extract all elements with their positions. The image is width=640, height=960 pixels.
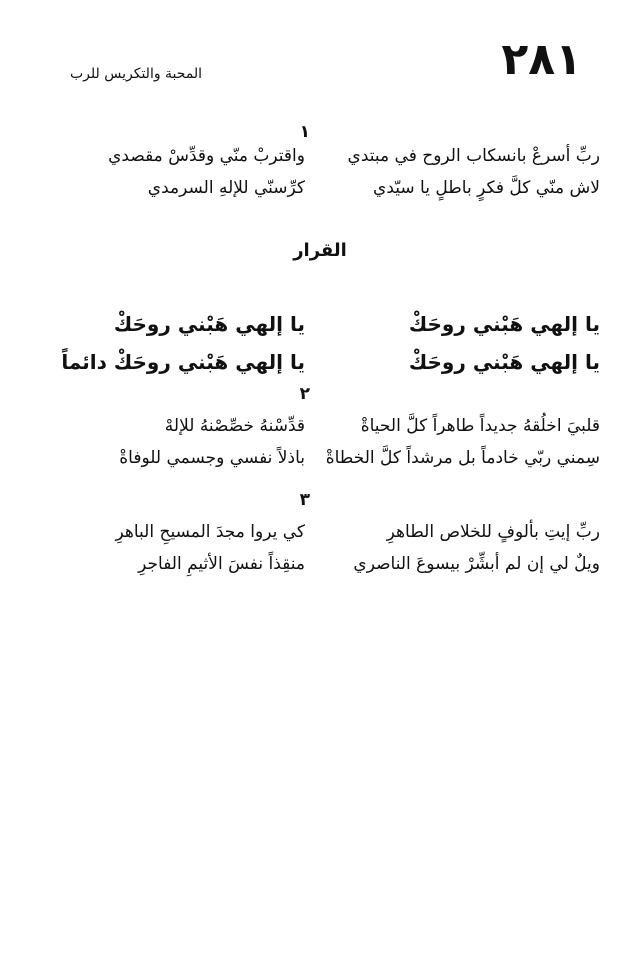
verse-line: [40, 410, 600, 442]
verse-first-hemistich: ربِّ أسرعْ بانسكاب الروح في مبتدي: [347, 146, 600, 166]
verse-line: [40, 305, 600, 343]
stanza-2: [40, 384, 600, 474]
verse-second-hemistich: كي يروا مجدَ المسيحِ الباهرِ: [115, 522, 305, 542]
stanza-1: [40, 122, 600, 204]
verse-second-hemistich: منقِذاً نفسَ الأثيمِ الفاجرِ: [138, 554, 305, 574]
verse-line: [40, 516, 600, 548]
verse-second-hemistich: باذلاً نفسي وجسمي للوفاةْ: [119, 448, 305, 468]
verse-first-hemistich: ويلٌ لي إن لم أبشِّرْ بيسوعَ الناصري: [353, 554, 600, 574]
stanza-number: ٣: [299, 490, 310, 510]
verse-first-hemistich: سِمني ربّي خادماً بل مرشداً كلَّ الخطاةْ: [325, 448, 600, 468]
refrain-heading: القرار: [293, 240, 347, 261]
verse-first-hemistich: ربِّ إيتِ بألوفٍ للخلاص الطاهرِ: [386, 522, 600, 542]
running-header: المحبة والتكريس للرب: [70, 66, 203, 82]
verse-second-hemistich: واقتربْ منّي وقدِّسْ مقصدي: [108, 146, 305, 166]
verse-first-hemistich: يا إلهي هَبْني روحَكْ: [408, 350, 600, 374]
stanza-number: ٢: [299, 384, 310, 404]
verse-second-hemistich: يا إلهي هَبْني روحَكْ دائماً: [61, 350, 305, 374]
verse-first-hemistich: قلبيَ اخلُقهُ جديداً طاهراً كلَّ الحياةْ: [360, 416, 600, 436]
verse-line: [40, 442, 600, 474]
verse-second-hemistich: يا إلهي هَبْني روحَكْ: [113, 312, 305, 336]
verse-line: [40, 140, 600, 172]
page-number: ٢٨١: [501, 34, 582, 85]
verse-second-hemistich: كرِّسنّي للإلهِ السرمدي: [147, 178, 305, 198]
verse-line: [40, 172, 600, 204]
verse-line: [40, 548, 600, 580]
stanza-number: ١: [299, 122, 310, 142]
verse-first-hemistich: لاش منّي كلَّ فكرٍ باطلٍ يا سيّدي: [373, 178, 600, 198]
verse-first-hemistich: يا إلهي هَبْني روحَكْ: [408, 312, 600, 336]
stanza-3: [40, 490, 600, 580]
refrain: [40, 305, 600, 381]
verse-line: [40, 343, 600, 381]
verse-second-hemistich: قدِّسْنهُ خصِّصْنهُ للإلهْ: [164, 416, 305, 436]
